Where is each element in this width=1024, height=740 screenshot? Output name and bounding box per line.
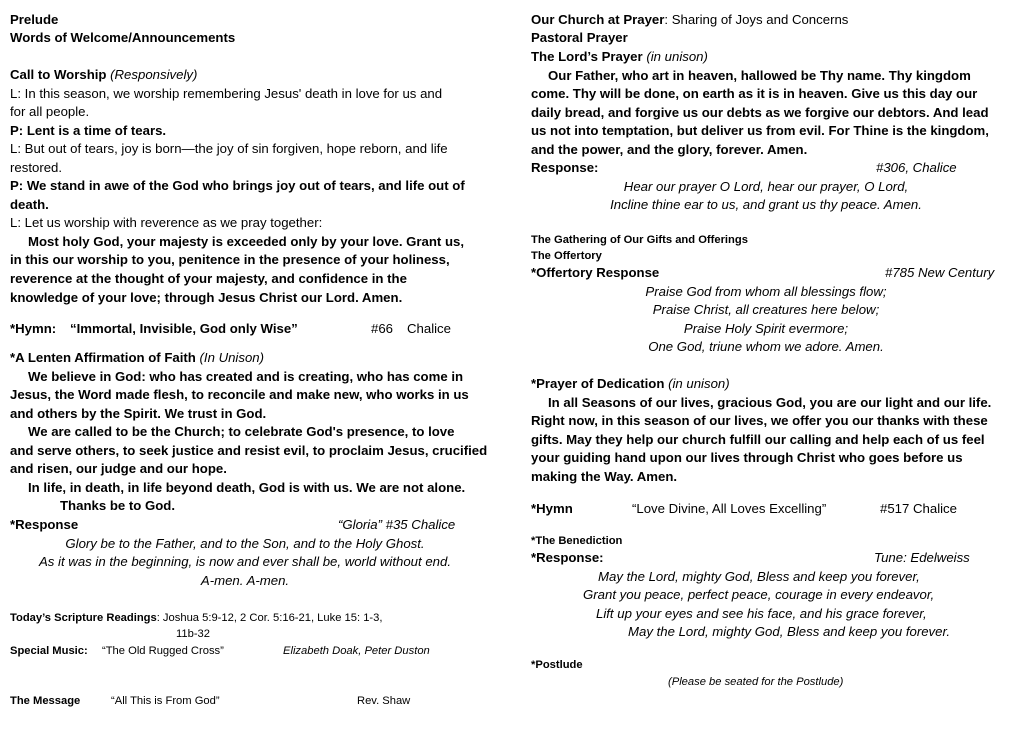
call-to-worship-title: Call to Worship [10,67,107,82]
hymn1-title: “Immortal, Invisible, God only Wise” [70,321,298,336]
gathering-heading: The Gathering of Our Gifts and Offerings [531,234,748,246]
response1-line: As it was in the beginning, is now and ever shall be, world without end. [39,554,451,569]
response2-label: Response: [531,160,599,175]
lords-prayer-title: The Lord’s Prayer [531,49,643,64]
dedication-line: making the Way. Amen. [531,469,678,484]
call-to-worship-heading [10,66,197,84]
offertory-line: Praise Holy Spirit evermore; [683,321,849,336]
affirmation-line: Thanks be to God. [60,498,176,513]
offertory-response-tune: #785 New Century [885,265,995,280]
special-music-performers: Elizabeth Doak, Peter Duston [283,645,430,657]
call-line: L: Let us worship with reverence as we pray together: [10,215,323,230]
offertory-response-label: *Offertory Response [531,265,660,280]
hymn2-number: #517 Chalice [880,501,957,516]
message-label: The Message [10,695,81,707]
dedication-line: your guiding hand upon our lives through Christ who goes before us [531,450,963,465]
call-line: L: But out of tears, joy is born—the joy of sin forgiven, hope reborn, and life [10,141,448,156]
response3-line: May the Lord, mighty God, Bless and keep you forever. [628,624,951,639]
call-line: Most holy God, your majesty is exceeded only by your love. Grant us, [28,234,465,249]
message-title: “All This is From God” [111,695,220,707]
call-line: in this our worship to you, penitence in the presence of your holiness, [10,252,450,267]
welcome-heading: Words of Welcome/Announcements [10,30,236,45]
dedication-heading [531,375,730,393]
hymn2-label: *Hymn [531,501,573,516]
response2-tune: #306, Chalice [876,160,957,175]
response1-line: Glory be to the Father, and to the Son, and to the Holy Ghost. [65,536,425,551]
call-line: for all people. [10,104,90,119]
call-line: reverence at the thought of your majesty, and confidence in the [10,271,407,286]
affirmation-title: *A Lenten Affirmation of Faith [10,350,196,365]
call-line: knowledge of your love; through Jesus Christ our Lord. Amen. [10,290,403,305]
special-music-label: Special Music: [10,645,88,657]
dedication-mode: (in unison) [668,376,730,391]
offertory-heading: The Offertory [531,250,602,262]
postlude-heading: *Postlude [531,659,583,671]
lords-prayer-line: daily bread, and forgive us our debts as we forgive our debtors. And lead [531,105,989,120]
call-to-worship-mode: (Responsively) [110,67,198,82]
call-line: L: In this season, we worship remembering Jesus' death in love for us and [10,86,443,101]
call-line: P: Lent is a time of tears. [10,123,167,138]
affirmation-line: and others by the Spirit. We trust in God. [10,406,267,421]
offertory-line: Praise God from whom all blessings flow; [645,284,887,299]
lords-prayer-line: and the power, and the glory, forever. Amen. [531,142,808,157]
response1-label: *Response [10,517,79,532]
prayer-heading [531,11,848,29]
hymn1-number: #66 [371,321,394,336]
affirmation-line: In life, in death, in life beyond death, God is with us. We are not alone. [28,480,466,495]
pastoral-prayer-heading: Pastoral Prayer [531,30,628,45]
lords-prayer-line: us not into temptation, but deliver us from evil. For Thine is the kingdom, [531,123,989,138]
lords-prayer-heading [531,48,708,66]
scripture-label: Today’s Scripture Readings [10,612,157,624]
response1-tune: “Gloria” #35 Chalice [338,517,456,532]
lords-prayer-mode: (in unison) [646,49,708,64]
affirmation-heading [10,349,264,367]
call-line: restored. [10,160,63,175]
dedication-line: Right now, in this season of our lives, we offer you our thanks with these [531,413,988,428]
hymn1-source: Chalice [407,321,451,336]
response3-line: May the Lord, mighty God, Bless and keep you forever, [598,569,920,584]
affirmation-line: We are called to be the Church; to celebrate God's presence, to love [28,424,455,439]
offertory-line: Praise Christ, all creatures here below; [652,302,880,317]
lords-prayer-line: come. Thy will be done, on earth as it is in heaven. Give us this day our [531,86,978,101]
hymn2-title: “Love Divine, All Loves Excelling” [632,501,827,516]
prayer-title: Our Church at Prayer [531,12,665,27]
affirmation-line: and risen, our judge and our hope. [10,461,227,476]
dedication-line: gifts. May they help our church fulfill our calling and help each of us feel [531,432,985,447]
prayer-subtitle: : Sharing of Joys and Concerns [664,12,849,27]
scripture-text-cont: 11b-32 [176,628,211,640]
response3-tune: Tune: Edelweiss [874,550,970,565]
postlude-note: (Please be seated for the Postlude) [668,676,844,688]
benediction-heading: *The Benediction [531,535,623,547]
dedication-title: *Prayer of Dedication [531,376,665,391]
call-line: death. [10,197,49,212]
scripture-text: : Joshua 5:9-12, 2 Cor. 5:16-21, Luke 15: 1-3, [156,612,383,624]
response3-line: Lift up your eyes and see his face, and his grace forever, [596,606,927,621]
response3-line: Grant you peace, perfect peace, courage in every endeavor, [583,587,935,602]
prelude-heading: Prelude [10,12,59,27]
special-music-title: “The Old Rugged Cross” [102,645,224,657]
response1-line: A-men. A-men. [200,573,290,588]
response2-line: Hear our prayer O Lord, hear our prayer, O Lord, [623,179,909,194]
affirmation-mode: (In Unison) [199,350,265,365]
hymn1-label: *Hymn: [10,321,57,336]
lords-prayer-line: Our Father, who art in heaven, hallowed be Thy name. Thy kingdom [548,68,971,83]
response2-line: Incline thine ear to us, and grant us thy peace. Amen. [610,197,922,212]
call-line: P: We stand in awe of the God who brings joy out of tears, and life out of [10,178,465,193]
affirmation-line: We believe in God: who has created and is creating, who has come in [28,369,464,384]
affirmation-line: and serve others, to seek justice and resist evil, to proclaim Jesus, crucified [10,443,488,458]
message-speaker: Rev. Shaw [357,695,411,707]
affirmation-line: Jesus, the Word made flesh, to reconcile and make new, who works in us [10,387,469,402]
offertory-line: One God, triune whom we adore. Amen. [648,339,884,354]
response3-label: *Response: [531,550,604,565]
dedication-line: In all Seasons of our lives, gracious God, you are our light and our life. [548,395,992,410]
